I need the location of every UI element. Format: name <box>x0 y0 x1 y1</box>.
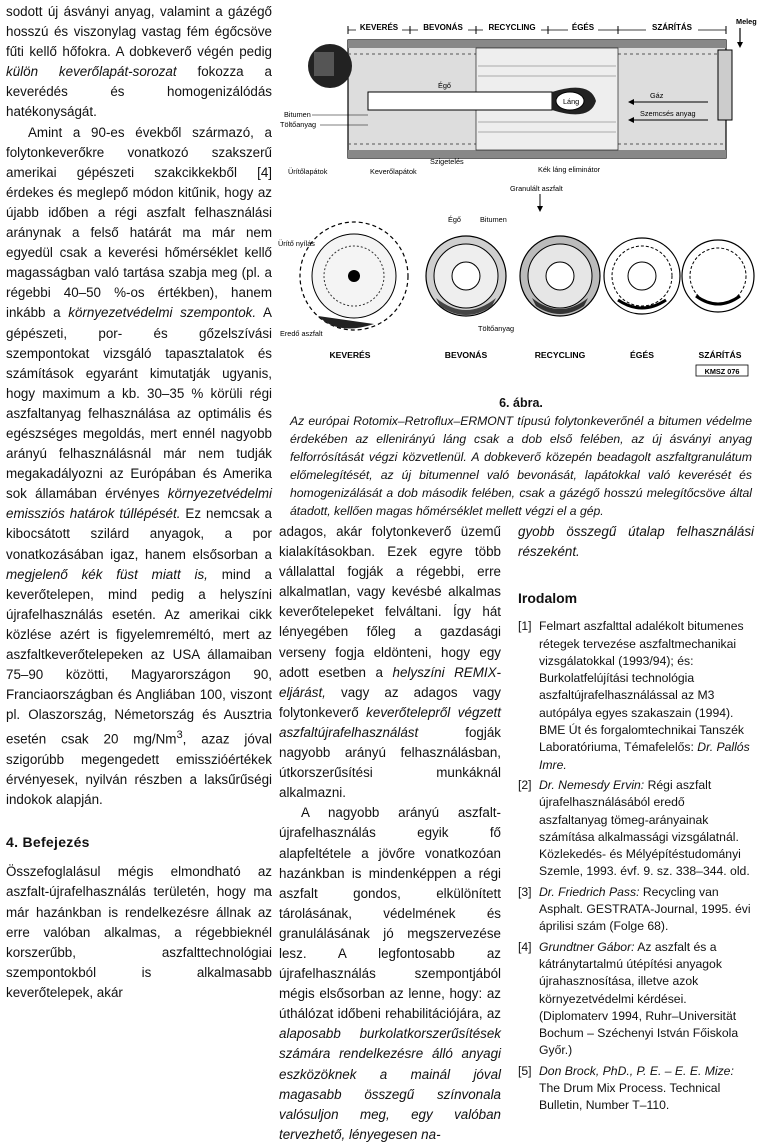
section-label-top: BEVONÁS <box>423 23 463 32</box>
bitumen-label: Bitumen <box>284 110 311 119</box>
paragraph: gyobb összegű útalap felhasználási részeként. <box>518 524 754 560</box>
toltoanyag-label: Töltőanyag <box>280 120 317 129</box>
keverolapatok-label: Keverőlapátok <box>370 167 417 176</box>
uritolapatok-label: Ürítőlapátok <box>288 167 328 176</box>
section-heading: 4. Befejezés <box>6 834 90 851</box>
paragraph: adagos, akár folytonkeverő üzemű kialakításokban. Ezek egyre több vállalattal fogják a régebbi, erre alkalmatlan, vagy kevésbé alkalmas keverőtelepeket felváltani. Így hát lényegében főleg a gazdasági verseny fogja eldönteni, hogy egy adott esetben a helyszíni REMIX-eljárást, vagy az adagos vagy folytonkeverő keverőtelepről végzett aszfaltújrafelhasználást fogják nagyobb arányú felhasználásban, útkorszerűsítési munkáknál alkalmazni. <box>279 524 502 801</box>
figure-drum-mixer <box>278 6 758 391</box>
figure-number: 6. ábra. <box>499 396 543 410</box>
toltoanyag2-label: Töltőanyag <box>478 324 515 333</box>
ego2-label: Égő <box>448 215 461 224</box>
ereda-label: Eredő aszfalt <box>280 329 323 338</box>
section-label-top: ÉGÉS <box>571 23 595 32</box>
reference-item: [2] Dr. Nemesdy Ervin: Régi aszfalt újrafelhasználásából eredő aszfaltanyag tömeg-arányainak számítása alkalmassági vizsgálatnál. Közlekedés- és Mélyépítéstudományi Szemle, 1993. évf. 9. sz. 338–344. old. <box>518 777 750 879</box>
section-label-bottom: RECYCLING <box>534 350 586 360</box>
reference-item: [5] Don Brock, PhD., P. E. – E. E. Mize: The Drum Mix Process. Technical Bulletin, Number T–110. <box>518 1063 734 1113</box>
references-heading: Irodalom <box>518 590 578 607</box>
cross-section-eges <box>604 238 680 314</box>
right-text-column <box>518 524 754 1118</box>
cross-section-bevonas <box>426 236 506 316</box>
drum-mixer-diagram <box>278 6 758 391</box>
section-label-top: SZÁRÍTÁS <box>652 23 692 32</box>
reference-item: [1] Felmart aszfalttal adalékolt bitumenes rétegek tervezése aszfaltmechanikai vizsgálatokkal (1993/94); és: Burkolatfelújítási technológia aszfaltújrafelhasználással az M3 autópálya egyes szakaszain (1994). BME Út és forgalomtechnikai Tanszék Laboratóriuma, Témafelelős: Dr. Pallós Imre. <box>518 619 750 772</box>
section-label-bottom: KEVERÉS <box>329 350 371 360</box>
meleg-label: Meleg <box>736 17 757 26</box>
reference-item: [4] Grundtner Gábor: Az aszfalt és a kátránytartalmú útépítési anyagok újrahasznosítása, illetve azok környezetvédelmi kérdései. (Diplomaterv 1994, Ruhr–Universität Bochum – Széchenyi István Főiskola Győr.) <box>518 939 739 1058</box>
cross-section-kevers <box>300 222 408 330</box>
paragraph: A nagyobb arányú aszfalt-újrafelhasználás egyik fő alapfeltétele a jövőre vonatkozóan hazánkban is mindenképpen a régi aszfalt gondos, elkülönített tárolásának, védelmének és granulálásának jó megszervezése lesz. A legfontosabb az újrafelhasználás szempontjából mégis elsősorban az lenne, hogy: az úthálózat időbeni rehabilitációjára, az alaposabb burkolatkorszerűsítések számára rendelkezésre álló anyagi eszközöknek a mainál jóval magasabb összegű színvonala valósuljon meg, egy valóban tervezhető, lényegesen na- <box>279 805 501 1142</box>
section-label-bottom: BEVONÁS <box>444 350 488 360</box>
szigeteles-label: Szigetelés <box>430 157 464 166</box>
gaz-label: Gáz <box>650 91 664 100</box>
keklang-label: Kék láng eliminátor <box>538 165 601 174</box>
szemcses-label: Szemcsés anyag <box>640 109 696 118</box>
bitumen2-label: Bitumen <box>480 215 507 224</box>
caption-text: Az európai Rotomix–Retroflux–ERMONT típusú folytonkeverőnél a bitumen védelme érdekében az ellenirányú láng csak a dob első felében, az új ásványi anyag felforrósítását végzi közvetlenül. A dobkeverő közepén beadagolt aszfaltgranulátum előmelegítését, az új bitumennel való bevonását, lapátokkal való keverését és homogenizálását a dob második felében, csak a gázégő hosszú melegítőcsöve által átadott, kellően magas hőmérséklet mellett végzi el a gép. <box>290 414 752 518</box>
section-label-top: KEVERÉS <box>359 23 399 32</box>
kmsz-stamp: KMSZ 076 <box>704 367 740 376</box>
urito-nyilas-label: Ürítő nyílás <box>278 239 315 248</box>
section-label-bottom: SZÁRÍTÁS <box>698 350 742 360</box>
cross-section-recycling <box>520 236 600 316</box>
lang-label: Láng <box>563 97 580 106</box>
section-label-bottom: ÉGÉS <box>630 350 654 360</box>
figure-caption <box>290 394 752 520</box>
section-label-top: RECYCLING <box>488 23 536 32</box>
paragraph: sodott új ásványi anyag, valamint a gázégő hosszú és viszonylag vastag fém égőcsöve fűti kellő hőfokra. A dobkeverő végén pedig külön keverőlapát-sorozat fokozza a keverédés és homogenizálódás hatékonyságát. <box>6 4 272 120</box>
paragraph: Amint a 90-es évekből származó, a folytonkeverőkre vonatkozó szakszerű amerikai gépészeti szakcikkekből [4] érdekes és meglepő módon kitűnik, hogy az újabb időben a régi aszfalt felhasználási aránynak a felső határát ma már nem egyedül csak a keverési hőmérséklet kellő magasságban való tartása szabja meg (pl. a régebbi 40–50 %-os értékben), hanem inkább a környezetvédelmi szempontok. A gépészeti, por- és gőzelszívási szempontokat vizsgáló tapasztalatok és számítások egyaránt kimutatják ugyanis, hogy maximum a kb. 30–35 % körüli régi aszfaltanyag felhasználása az optimális és egészséges megoldás, mert ennél nagyobb arányú felhasználásnál már nem tudják megakadályozni az Európában és Amerika sok államában érvényes környezetvédelmi emissziós határok túllépését. Ez nemcsak a kibocsátott szilárd anyagok, a por vonatkozásában igaz, hanem elsősorban a megjelenő kék füst miatt is, mind a keverőtelepen, mind pedig a helyszíni újrafelhasználás esetén. Az amerikai cikk közlése azért is figyelemreméltó, mert az aszfaltkeverőtelepeken az USA államaiban 75–90 közötti, Magyarországon 90, Franciaországban és Angliában 100, viszont pl. Olaszország, Németország és Ausztria esetén csak 20 mg/Nm$^3$, azaz jóval szigorúbb megengedett emisszióértékek érvényesek, nyilván részben a laksűrűségi indokok alapján. <box>6 124 272 808</box>
granulalt-label: Granulált aszfalt <box>510 184 563 193</box>
left-text-column <box>6 2 272 1003</box>
paragraph: Összefoglalásul mégis elmondható az aszfalt-újrafelhasználás területén, hogy ma már hazánkban is rendelkezésre állnak az erre valóban alkalmas, a régebbieknél korszerűbb, aszfalttechnológiai szempontokból is alkalmasabb keverőtelepek, akár <box>6 864 272 1000</box>
middle-text-column <box>279 524 501 1145</box>
ego-label: Égő <box>438 81 451 90</box>
cross-section-szaritas <box>682 240 754 312</box>
reference-item: [3] Dr. Friedrich Pass: Recycling van Asphalt. GESTRATA-Journal, 1995. évi áprilisi szám (Folge 68). <box>518 884 751 934</box>
